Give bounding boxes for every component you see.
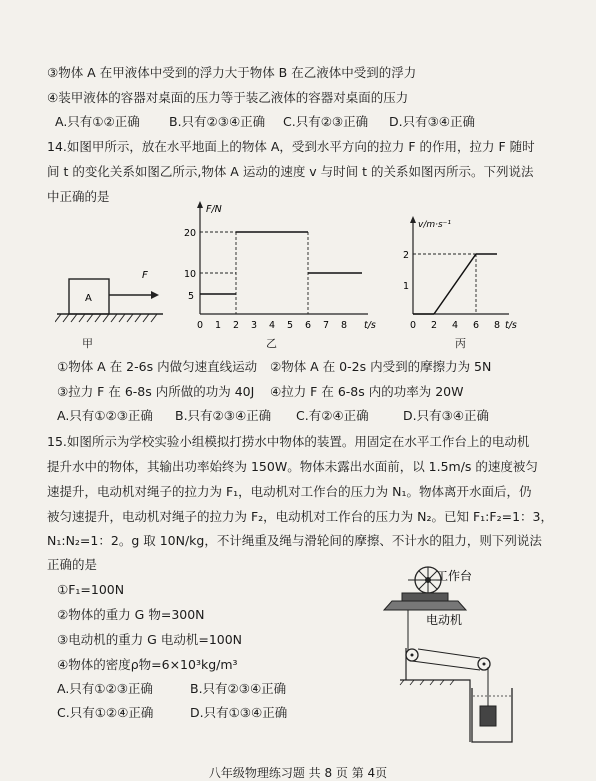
- yi-ytick-10: 10: [184, 269, 197, 280]
- q14-statement-4: ④拉力 F 在 6-8s 内的功率为 20W: [270, 384, 464, 399]
- yi-xtick-3: 3: [251, 320, 258, 330]
- page-footer: 八年级物理练习题 共 8 页 第 4页: [208, 766, 388, 780]
- q13-statement-3: ③物体 A 在甲液体中受到的浮力大于物体 B 在乙液体中受到的浮力: [47, 65, 417, 80]
- q15-stem-line1: 15.如图所示为学校实验小组模拟打捞水中物体的装置。用固定在水平工作台上的电动机: [47, 434, 530, 449]
- caption-jia: 甲: [82, 337, 93, 350]
- q14-option-c: C.有②④正确: [296, 408, 369, 423]
- q15-statement-4: ④物体的密度ρ物=6×10³kg/m³: [57, 657, 238, 672]
- bing-xtick-2: 2: [431, 320, 438, 330]
- bing-guides: [413, 254, 476, 314]
- ground-hatch: [55, 314, 157, 322]
- q15-option-a: A.只有①②③正确: [57, 681, 153, 696]
- caption-yi: 乙: [266, 337, 277, 350]
- q15-stem-line5: N₁:N₂=1：2。g 取 10N/kg，不计绳重及绳与滑轮间的摩擦、不计水的阻力，则下列说法: [47, 533, 542, 548]
- yi-xtick-0: 0: [197, 320, 204, 330]
- submerged-object: [480, 706, 496, 726]
- block-a-label: A: [85, 293, 92, 304]
- q15-stem-line4: 被匀速提升，电动机对绳子的拉力为 F₂，电动机对工作台的压力为 N₂。已知 F₁:F₂=1：3，: [47, 509, 553, 524]
- force-label: F: [142, 270, 148, 281]
- bing-ylabel: v/m·s⁻¹: [418, 220, 452, 230]
- yi-ytick-20: 20: [184, 228, 197, 239]
- force-arrowhead: [151, 291, 159, 299]
- motor-body: [402, 593, 448, 601]
- yi-ytick-5: 5: [188, 291, 195, 302]
- bing-xticks: [410, 320, 500, 330]
- yi-guides: [200, 232, 308, 314]
- q15-apparatus-figure: [380, 560, 530, 745]
- q14-option-a: A.只有①②③正确: [57, 408, 153, 423]
- caption-bing: 丙: [455, 337, 466, 350]
- q14-figure-jia: [55, 262, 165, 324]
- worktable: [384, 601, 466, 610]
- q13-option-d: D.只有③④正确: [389, 114, 476, 129]
- q14-figure-yi: [180, 200, 380, 330]
- q14-option-b: B.只有②③④正确: [175, 408, 272, 423]
- rope-horizontal-top: [418, 649, 480, 658]
- yi-xtick-6: 6: [305, 320, 312, 330]
- yi-y-arrow: [197, 201, 203, 208]
- yi-xlabel: t/s: [364, 320, 376, 330]
- bing-series: [413, 254, 497, 314]
- q14-stem-line2: 间 t 的变化关系如图乙所示,物体 A 运动的速度 v 与时间 t 的关系如图丙所示。下列说法: [47, 164, 534, 179]
- q14-statement-3: ③拉力 F 在 6-8s 内所做的功为 40J: [57, 384, 255, 399]
- label-motor: 电动机: [426, 613, 463, 627]
- q15-statement-3: ③电动机的重力 G 电动机=100N: [57, 632, 243, 647]
- q15-stem-line3: 速提升，电动机对绳子的拉力为 F₁，电动机对工作台的压力为 N₁。物体离开水面后，仍: [47, 484, 532, 499]
- bing-xtick-4: 4: [452, 320, 459, 330]
- yi-xtick-8: 8: [341, 320, 348, 330]
- q14-stem-line3: 中正确的是: [47, 189, 110, 204]
- yi-xtick-1: 1: [215, 320, 222, 330]
- q15-option-c: C.只有①②④正确: [57, 705, 154, 720]
- q14-stem-line1: 14.如图甲所示，放在水平地面上的物体 A，受到水平方向的拉力 F 的作用，拉力 F 随时: [47, 139, 535, 154]
- q15-option-b: B.只有②③④正确: [190, 681, 287, 696]
- yi-ylabel: F/N: [206, 204, 222, 215]
- bing-segment-2-6s: [434, 254, 476, 314]
- yi-xtick-4: 4: [269, 320, 276, 330]
- q15-option-d: D.只有①③④正确: [190, 705, 288, 720]
- yi-series: [200, 232, 362, 294]
- bing-xlabel: t/s: [505, 320, 517, 330]
- q13-option-c: C.只有②③正确: [283, 114, 369, 129]
- q13-option-a: A.只有①②正确: [55, 114, 140, 129]
- q15-stem-line2: 提升水中的物体，其输出功率始终为 150W。物体未露出水面前，以 1.5m/s 的速度被匀: [47, 459, 538, 474]
- yi-xtick-7: 7: [323, 320, 330, 330]
- q15-statement-1: ①F₁=100N: [57, 582, 125, 597]
- bing-ytick-2: 2: [403, 250, 410, 261]
- q14-option-d: D.只有③④正确: [403, 408, 490, 423]
- q14-statement-2: ②物体 A 在 0-2s 内受到的摩擦力为 5N: [270, 359, 492, 374]
- bing-xtick-6: 6: [473, 320, 480, 330]
- q14-statement-1: ①物体 A 在 2-6s 内做匀速直线运动: [57, 359, 258, 374]
- yi-xtick-2: 2: [233, 320, 240, 330]
- q13-statement-4: ④装甲液体的容器对桌面的压力等于装乙液体的容器对桌面的压力: [47, 90, 409, 105]
- yi-xtick-5: 5: [287, 320, 294, 330]
- bing-ytick-1: 1: [403, 281, 410, 292]
- q15-stem-line6: 正确的是: [47, 557, 98, 572]
- bing-xtick-0: 0: [410, 320, 417, 330]
- bing-y-arrow: [410, 216, 416, 223]
- q15-statement-2: ②物体的重力 G 物=300N: [57, 607, 205, 622]
- q14-figure-bing: [395, 215, 525, 330]
- q13-option-b: B.只有②③④正确: [169, 114, 266, 129]
- label-worktable: 工作台: [436, 569, 473, 583]
- bing-xtick-8: 8: [494, 320, 501, 330]
- rope-horizontal-bottom: [412, 661, 480, 670]
- yi-xticks: [197, 320, 347, 330]
- platform-edge: [400, 680, 470, 742]
